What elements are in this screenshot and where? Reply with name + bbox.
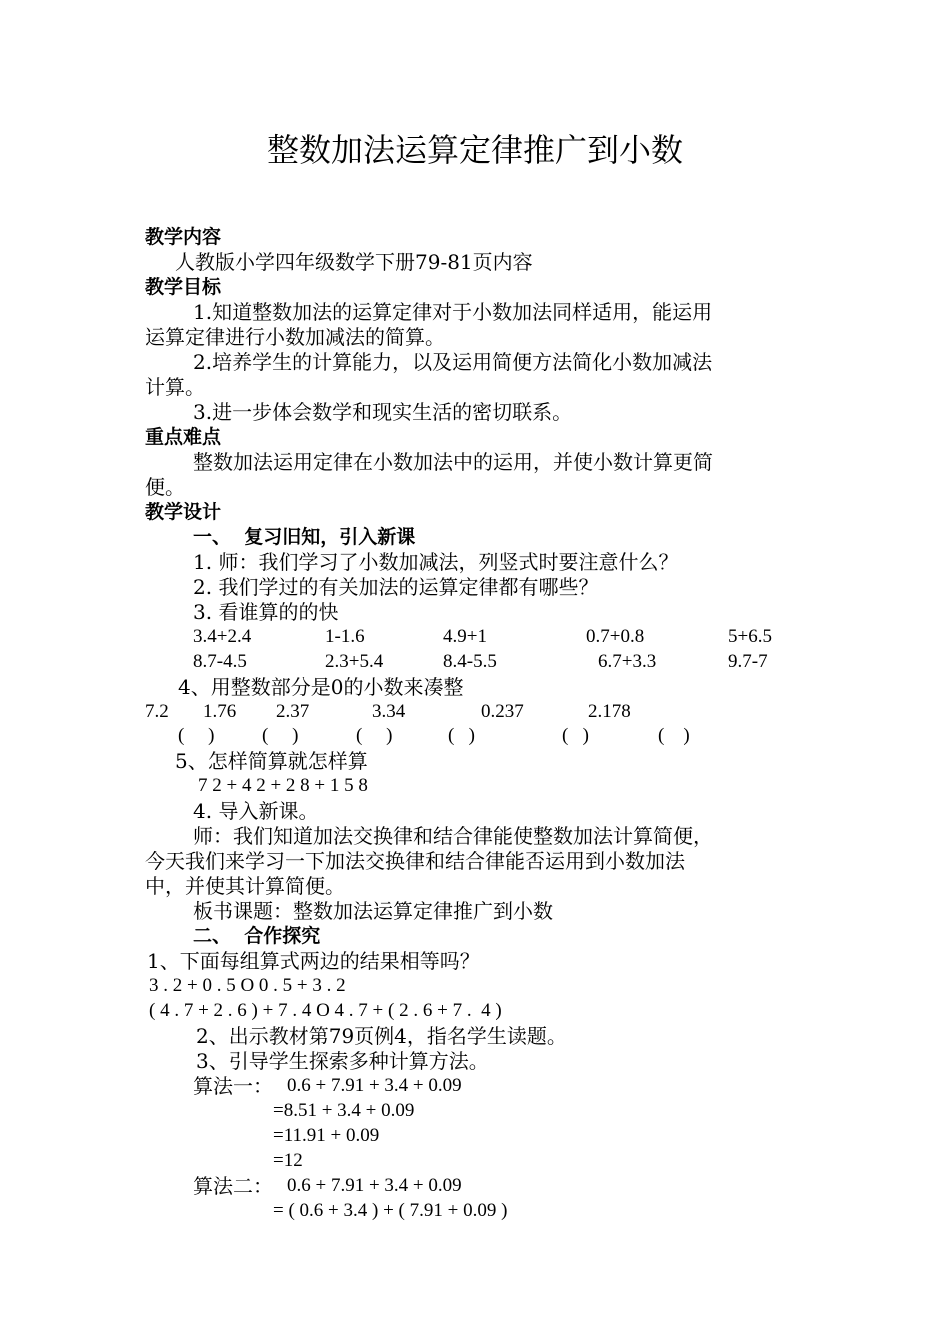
method-2-label: 算法二： [193,1174,273,1198]
calc-row-2-item: 8.4-5.5 [443,651,497,672]
goals-heading: 教学目标 [145,276,222,298]
part2-q1: 1、下面每组算式两边的结果相等吗？ [147,949,480,973]
key-line-1: 整数加法运用定律在小数加法中的运用，并使小数计算更简 [193,450,713,474]
calc-row-1-item: 0.7+0.8 [586,626,645,647]
page-title: 整数加法运算定律推广到小数 [266,131,683,169]
teacher-line-2: 今天我们来学习一下加法交换律和结合律能否运用到小数加法 [145,849,685,873]
method-1-label: 算法一： [193,1074,273,1098]
goal-2-line-1: 2.培养学生的计算能力，以及运用简便方法简化小数加减法 [193,350,713,374]
part2-heading: 二、 合作探究 [193,925,321,947]
answer-blank: ( ) [448,725,475,746]
teacher-line-1: 师：我们知道加法交换律和结合律能使整数加法计算简便， [193,824,713,848]
key-line-2: 便。 [145,475,185,499]
answer-blank: ( ) [262,725,299,746]
part1-q4: 4、用整数部分是0的小数来凑整 [178,675,464,699]
part2-expression-1: 3 . 2 + 0 . 5 O 0 . 5 + 3 . 2 [149,975,346,996]
calc-row-2-item: 8.7-4.5 [193,651,247,672]
part2-q3: 3、引导学生探索多种计算方法。 [196,1049,489,1073]
key-heading: 重点难点 [145,426,222,448]
decimal-number: 7.2 [145,701,169,722]
method-1-line: =12 [273,1150,303,1171]
part2-q2: 2、出示教材第79页例4，指名学生读题。 [196,1024,567,1048]
content-heading: 教学内容 [145,226,222,248]
part1-q6: 4. 导入新课。 [193,799,319,823]
teacher-line-3: 中，并使其计算简便。 [145,874,345,898]
decimal-number: 2.178 [588,701,631,722]
calc-row-2-item: 9.7-7 [728,651,768,672]
decimal-number: 0.237 [481,701,524,722]
calc-row-1-item: 1-1.6 [325,626,365,647]
calc-row-1-item: 3.4+2.4 [193,626,252,647]
part1-q5: 5、怎样简算就怎样算 [175,749,368,773]
design-heading: 教学设计 [145,501,222,523]
method-1-line: =11.91 + 0.09 [273,1125,380,1146]
part1-q2: 2. 我们学过的有关加法的运算定律都有哪些？ [193,575,599,599]
board-title: 板书课题：整数加法运算定律推广到小数 [193,899,553,923]
calc-row-2-item: 2.3+5.4 [325,651,384,672]
part1-heading: 一、 复习旧知，引入新课 [193,526,416,548]
method-2-line: = ( 0.6 + 3.4 ) + ( 7.91 + 0.09 ) [273,1200,508,1221]
decimal-number: 1.76 [203,701,237,722]
decimal-number: 2.37 [276,701,310,722]
answer-blank: ( ) [658,725,690,746]
goal-2-line-2: 计算。 [145,375,205,399]
part1-q3: 3. 看谁算的的快 [193,600,339,624]
method-1-line: 0.6 + 7.91 + 3.4 + 0.09 [287,1075,462,1096]
method-2-line: 0.6 + 7.91 + 3.4 + 0.09 [287,1175,462,1196]
decimal-number: 3.34 [372,701,406,722]
goal-1-line-2: 运算定律进行小数加减法的简算。 [145,325,445,349]
goal-3: 3.进一步体会数学和现实生活的密切联系。 [193,400,573,424]
content-text: 人教版小学四年级数学下册79-81页内容 [175,250,533,274]
goal-1-line-1: 1.知道整数加法的运算定律对于小数加法同样适用，能运用 [193,300,713,324]
answer-blank: ( ) [562,725,589,746]
method-1-line: =8.51 + 3.4 + 0.09 [273,1100,415,1121]
part2-expression-2: ( 4 . 7 + 2 . 6 ) + 7 . 4 O 4 . 7 + ( 2 . 6 + 7 . 4 ) [149,1000,502,1021]
answer-blank: ( ) [356,725,393,746]
part1-q1: 1. 师：我们学习了小数加减法，列竖式时要注意什么？ [193,550,679,574]
answer-blank: ( ) [178,725,215,746]
calc-row-2-item: 6.7+3.3 [598,651,657,672]
part1-q5-expression: 7 2 + 4 2 + 2 8 + 1 5 8 [198,775,368,796]
calc-row-1-item: 4.9+1 [443,626,487,647]
calc-row-1-item: 5+6.5 [728,626,772,647]
